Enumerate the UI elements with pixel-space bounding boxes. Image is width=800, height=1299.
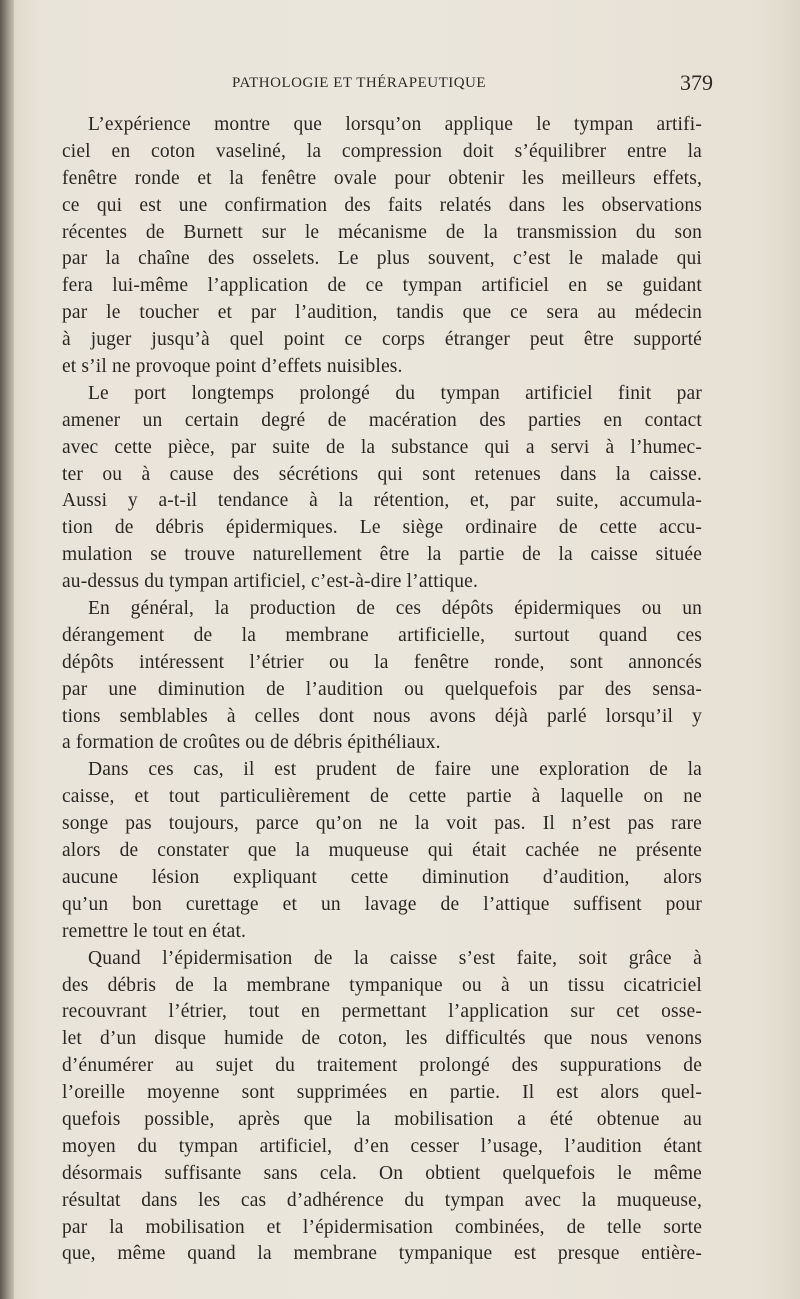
text-line: Quand l’épidermisation de la caisse s’est faite, soit grâce à: [88, 947, 702, 969]
text-line: résultat dans les cas d’adhérence du tympan avec la muqueuse,: [62, 1189, 702, 1211]
text-line: fenêtre ronde et la fenêtre ovale pour obtenir les meilleurs effets,: [62, 167, 702, 189]
text-line: quefois possible, après que la mobilisation a été obtenue au: [62, 1108, 702, 1130]
text-line: a formation de croûtes ou de débris épithéliaux.: [62, 732, 441, 754]
text-line: par la chaîne des osselets. Le plus souvent, c’est le malade qui: [62, 248, 702, 270]
text-line: avec cette pièce, par suite de la substance qui a servi à l’humec-: [62, 436, 702, 458]
text-line: par la mobilisation et l’épidermisation combinées, de telle sorte: [62, 1216, 702, 1238]
text-line: à juger jusqu’à quel point ce corps étranger peut être supporté: [62, 329, 702, 351]
text-line: remettre le tout en état.: [62, 920, 247, 942]
text-line: et s’il ne provoque point d’effets nuisibles.: [62, 356, 403, 378]
text-line: d’énumérer au sujet du traitement prolongé des suppurations de: [62, 1055, 702, 1077]
page-binding-shadow: [0, 0, 14, 1299]
text-line: dépôts intéressent l’étrier ou la fenêtre ronde, sont annoncés: [62, 651, 702, 673]
text-line: que, même quand la membrane tympanique est presque entière-: [62, 1243, 702, 1265]
running-title: PATHOLOGIE ET THÉRAPEUTIQUE: [232, 75, 487, 91]
text-line: désormais suffisante sans cela. On obtient quelquefois le même: [62, 1162, 702, 1184]
text-line: Le port longtemps prolongé du tympan artificiel finit par: [88, 382, 702, 404]
text-line: par le toucher et par l’audition, tandis que ce sera au médecin: [62, 302, 702, 324]
text-line: tions semblables à celles dont nous avons déjà parlé lorsqu’il y: [62, 705, 702, 727]
page-header: [228, 70, 713, 100]
text-line: récentes de Burnett sur le mécanisme de la transmission du son: [62, 221, 702, 243]
text-line: fera lui-même l’application de ce tympan artificiel en se guidant: [62, 275, 702, 297]
text-line: recouvrant l’étrier, tout en permettant l’application sur cet osse-: [62, 1001, 702, 1023]
body-text: [62, 112, 702, 1268]
text-line: tion de débris épidermiques. Le siège ordinaire de cette accu-: [62, 517, 702, 539]
text-line: l’oreille moyenne sont supprimées en partie. Il est alors quel-: [62, 1082, 702, 1104]
text-line: songe pas toujours, parce qu’on ne la voit pas. Il n’est pas rare: [62, 813, 702, 835]
text-line: L’expérience montre que lorsqu’on applique le tympan artifi-: [88, 114, 702, 135]
text-line: par une diminution de l’audition ou quelquefois par des sensa-: [62, 678, 702, 700]
text-line: qu’un bon curettage et un lavage de l’attique suffisent pour: [62, 893, 702, 915]
text-line: mulation se trouve naturellement être la partie de la caisse située: [62, 544, 702, 566]
text-line: alors de constater que la muqueuse qui était cachée ne présente: [62, 840, 702, 862]
page-number: 379: [680, 70, 713, 95]
text-line: Aussi y a-t-il tendance à la rétention, et, par suite, accumula-: [62, 490, 702, 512]
text-line: Dans ces cas, il est prudent de faire une exploration de la: [88, 759, 702, 781]
text-line: caisse, et tout particulièrement de cette partie à laquelle on ne: [62, 786, 702, 808]
text-line: ter ou à cause des sécrétions qui sont retenues dans la caisse.: [62, 463, 702, 485]
text-line: aucune lésion expliquant cette diminution d’audition, alors: [62, 866, 702, 888]
text-line: amener un certain degré de macération des parties en contact: [62, 409, 702, 431]
text-line: En général, la production de ces dépôts épidermiques ou un: [88, 598, 702, 620]
text-line: au-dessus du tympan artificiel, c’est-à-dire l’attique.: [62, 571, 478, 593]
text-line: let d’un disque humide de coton, les difficultés que nous venons: [62, 1028, 702, 1050]
text-line: des débris de la membrane tympanique ou à un tissu cicatriciel: [62, 974, 702, 996]
text-line: moyen du tympan artificiel, d’en cesser l’usage, l’audition étant: [62, 1135, 702, 1157]
text-line: ce qui est une confirmation des faits relatés dans les observations: [62, 194, 702, 216]
text-line: ciel en coton vaseliné, la compression doit s’équilibrer entre la: [62, 140, 702, 162]
text-line: dérangement de la membrane artificielle, surtout quand ces: [62, 624, 702, 646]
